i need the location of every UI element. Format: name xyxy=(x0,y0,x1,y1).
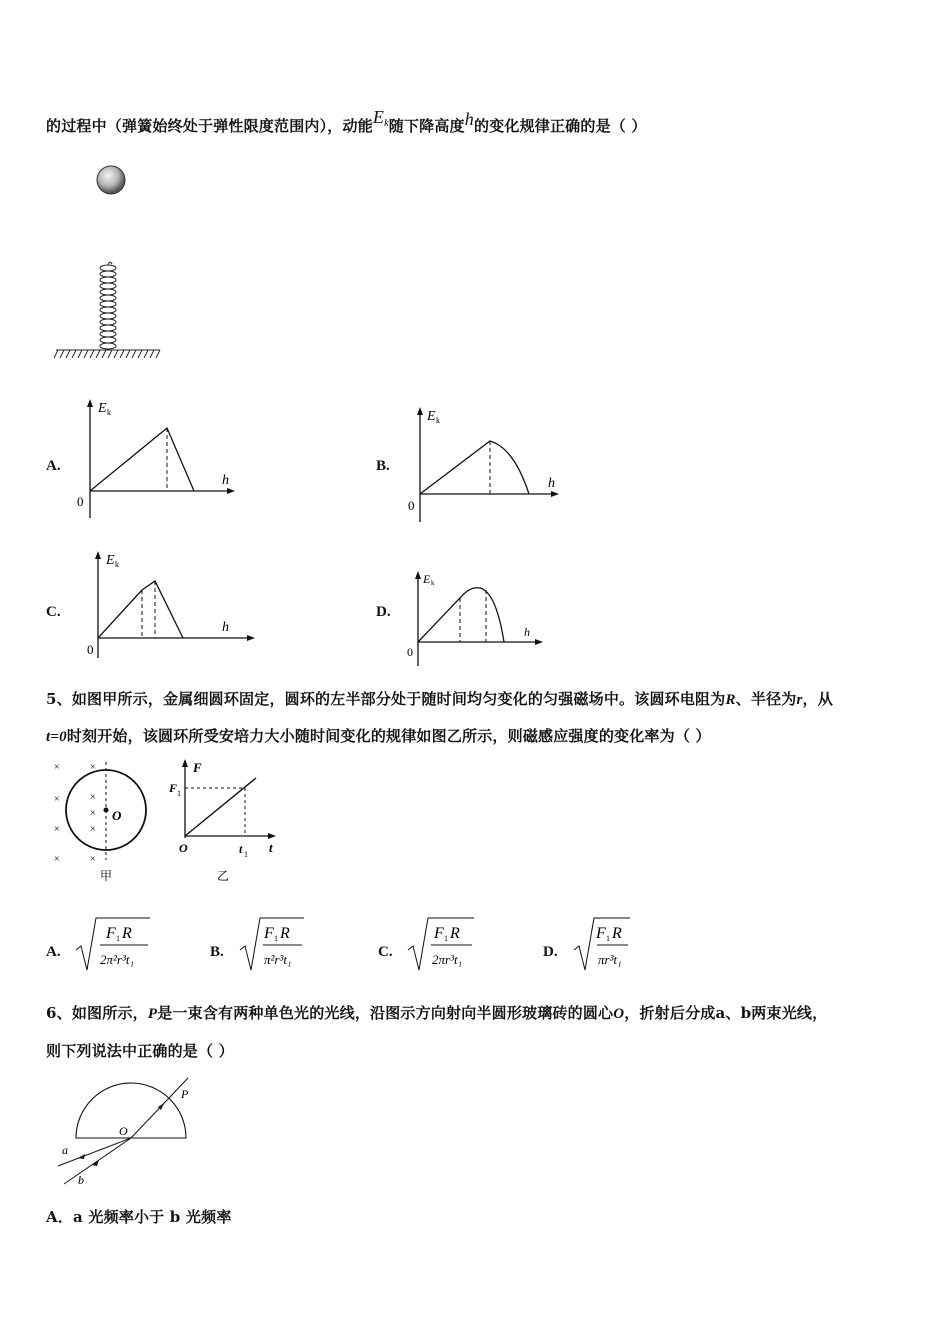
axis-ek-sub: k xyxy=(436,416,440,425)
axis-h: h xyxy=(548,476,555,491)
q6-option-a[interactable]: A．a 光频率小于 b 光频率 xyxy=(46,1208,232,1226)
num-f: F xyxy=(106,925,116,942)
ground xyxy=(54,350,160,358)
cross: × xyxy=(90,824,96,835)
ek-curve xyxy=(418,588,504,642)
q6-line1-suffix: ，折射后分成a、b两束光线， xyxy=(624,1004,828,1022)
axis-ek: E xyxy=(106,553,115,568)
cross: × xyxy=(54,854,60,865)
q4-option-b-label[interactable]: B. xyxy=(376,458,390,474)
q6-var-p: P xyxy=(147,1006,158,1022)
q4-stem-part1: 的过程中（弹簧始终处于弹性限度范围内），动能 xyxy=(46,117,373,135)
q5-var-r-big: R xyxy=(725,692,736,708)
q4-stem-part2: 随下降高度 xyxy=(388,117,465,135)
q5-line1-mid: 、半径为 xyxy=(735,690,797,708)
q5-option-a-label[interactable]: A. xyxy=(46,944,61,960)
ek-curve xyxy=(98,581,183,638)
q4-symbol-k: k xyxy=(384,118,389,129)
q5-figure-yi xyxy=(165,756,285,886)
ball xyxy=(97,166,125,194)
caption-yi: 乙 xyxy=(217,869,230,883)
q4-graph-a xyxy=(72,396,242,526)
spring xyxy=(100,262,116,349)
label-b: b xyxy=(78,1173,84,1187)
q5-option-d-formula xyxy=(572,916,652,976)
center-o: O xyxy=(112,808,122,823)
tick-f1: F xyxy=(169,781,178,795)
q5-line2: 时刻开始，该圆环所受安培力大小随时间变化的规律如图乙所示，则磁感应强度的变化率为（ ） xyxy=(66,727,711,745)
q5-line1-prefix: 5、如图甲所示，金属细圆环固定，圆环的左半部分处于随时间均匀变化的匀强磁场中。该圆环电阻为 xyxy=(46,690,726,708)
q5-option-b-formula xyxy=(238,916,318,976)
axis-ek: E xyxy=(423,572,431,586)
origin: 0 xyxy=(87,642,94,657)
axis-ek-sub: k xyxy=(115,560,119,569)
num-sub: 1 xyxy=(116,934,120,943)
num-r: R xyxy=(612,925,622,942)
q5-option-b-label[interactable]: B. xyxy=(210,944,224,960)
q5-figure-jia xyxy=(48,756,168,886)
axis-h: h xyxy=(222,473,229,488)
tick-t1-sub: 1 xyxy=(244,850,248,859)
num-f: F xyxy=(264,925,274,942)
q4-graph-b xyxy=(402,404,572,534)
label-a: a xyxy=(62,1143,68,1157)
q4-graph-c xyxy=(80,550,255,665)
cross: × xyxy=(90,792,96,803)
cross: × xyxy=(54,762,60,773)
axis-h: h xyxy=(222,620,229,635)
q6-stem-line1 xyxy=(46,1002,827,1023)
q5-var-t0: t=0 xyxy=(46,729,67,745)
num-f: F xyxy=(434,925,444,942)
num-r: R xyxy=(450,925,460,942)
num-r: R xyxy=(280,925,290,942)
q5-option-c-label[interactable]: C. xyxy=(378,944,393,960)
origin: 0 xyxy=(407,645,413,659)
num-sub: 1 xyxy=(606,934,610,943)
tick-f1-sub: 1 xyxy=(177,789,181,798)
axis-ek-sub: k xyxy=(107,408,111,417)
origin: 0 xyxy=(408,498,415,513)
cross: × xyxy=(90,762,96,773)
cross: × xyxy=(54,794,60,805)
q6-line1-mid: 是一束含有两种单色光的光线，沿图示方向射向半圆形玻璃砖的圆心 xyxy=(157,1004,614,1022)
semicircle-glass xyxy=(76,1083,186,1138)
q5-stem-line2 xyxy=(46,725,711,746)
q4-option-d-label[interactable]: D. xyxy=(376,604,391,620)
q4-symbol-h: h xyxy=(464,109,474,129)
denominator: 2πr³t₁ xyxy=(432,952,463,967)
q4-option-a-label[interactable]: A. xyxy=(46,458,61,474)
axis-h: h xyxy=(524,625,530,639)
origin: 0 xyxy=(77,494,84,509)
num-f: F xyxy=(596,925,606,942)
denominator: π²r³t₁ xyxy=(264,952,292,967)
q6-stem-line2: 则下列说法中正确的是（ ） xyxy=(46,1042,234,1060)
tick-t1: t xyxy=(239,842,243,856)
label-p: P xyxy=(181,1087,189,1101)
q4-graph-d xyxy=(400,570,545,670)
ek-curve xyxy=(90,428,194,491)
axis-ek-sub: k xyxy=(431,579,435,587)
cross: × xyxy=(90,854,96,865)
ek-curve xyxy=(420,441,529,494)
axis-ek: E xyxy=(98,401,107,416)
q5-stem-line1 xyxy=(46,688,833,709)
q5-option-d-label[interactable]: D. xyxy=(543,944,558,960)
origin-o: O xyxy=(179,841,188,855)
q4-stem xyxy=(46,107,647,136)
cross: × xyxy=(54,824,60,835)
caption-jia: 甲 xyxy=(100,869,113,883)
ball-spring-figure xyxy=(50,160,180,360)
q5-option-a-formula xyxy=(74,916,154,976)
q6-figure-prism xyxy=(50,1072,210,1192)
q4-option-c-label[interactable]: C. xyxy=(46,604,61,620)
num-r: R xyxy=(122,925,132,942)
axis-ek: E xyxy=(427,409,436,424)
axis-t: t xyxy=(269,840,273,855)
q4-symbol-e: E xyxy=(372,107,385,127)
q4-stem-part3: 的变化规律正确的是（ ） xyxy=(473,117,647,135)
ray-b xyxy=(64,1138,131,1184)
q6-line1-prefix: 6、如图所示， xyxy=(46,1004,148,1022)
ray-a xyxy=(58,1138,131,1166)
num-sub: 1 xyxy=(274,934,278,943)
denominator: πr³t₁ xyxy=(598,952,622,967)
denominator: 2π²r³t₁ xyxy=(100,952,134,967)
q5-option-c-formula xyxy=(406,916,486,976)
q5-line1-suffix: ，从 xyxy=(802,690,833,708)
num-sub: 1 xyxy=(444,934,448,943)
field-crosses xyxy=(54,762,96,865)
q5-var-r-small: r xyxy=(796,692,803,708)
q6-var-o: O xyxy=(613,1006,625,1022)
axis-f: F xyxy=(193,760,202,775)
label-o: O xyxy=(119,1124,128,1138)
cross: × xyxy=(90,808,96,819)
